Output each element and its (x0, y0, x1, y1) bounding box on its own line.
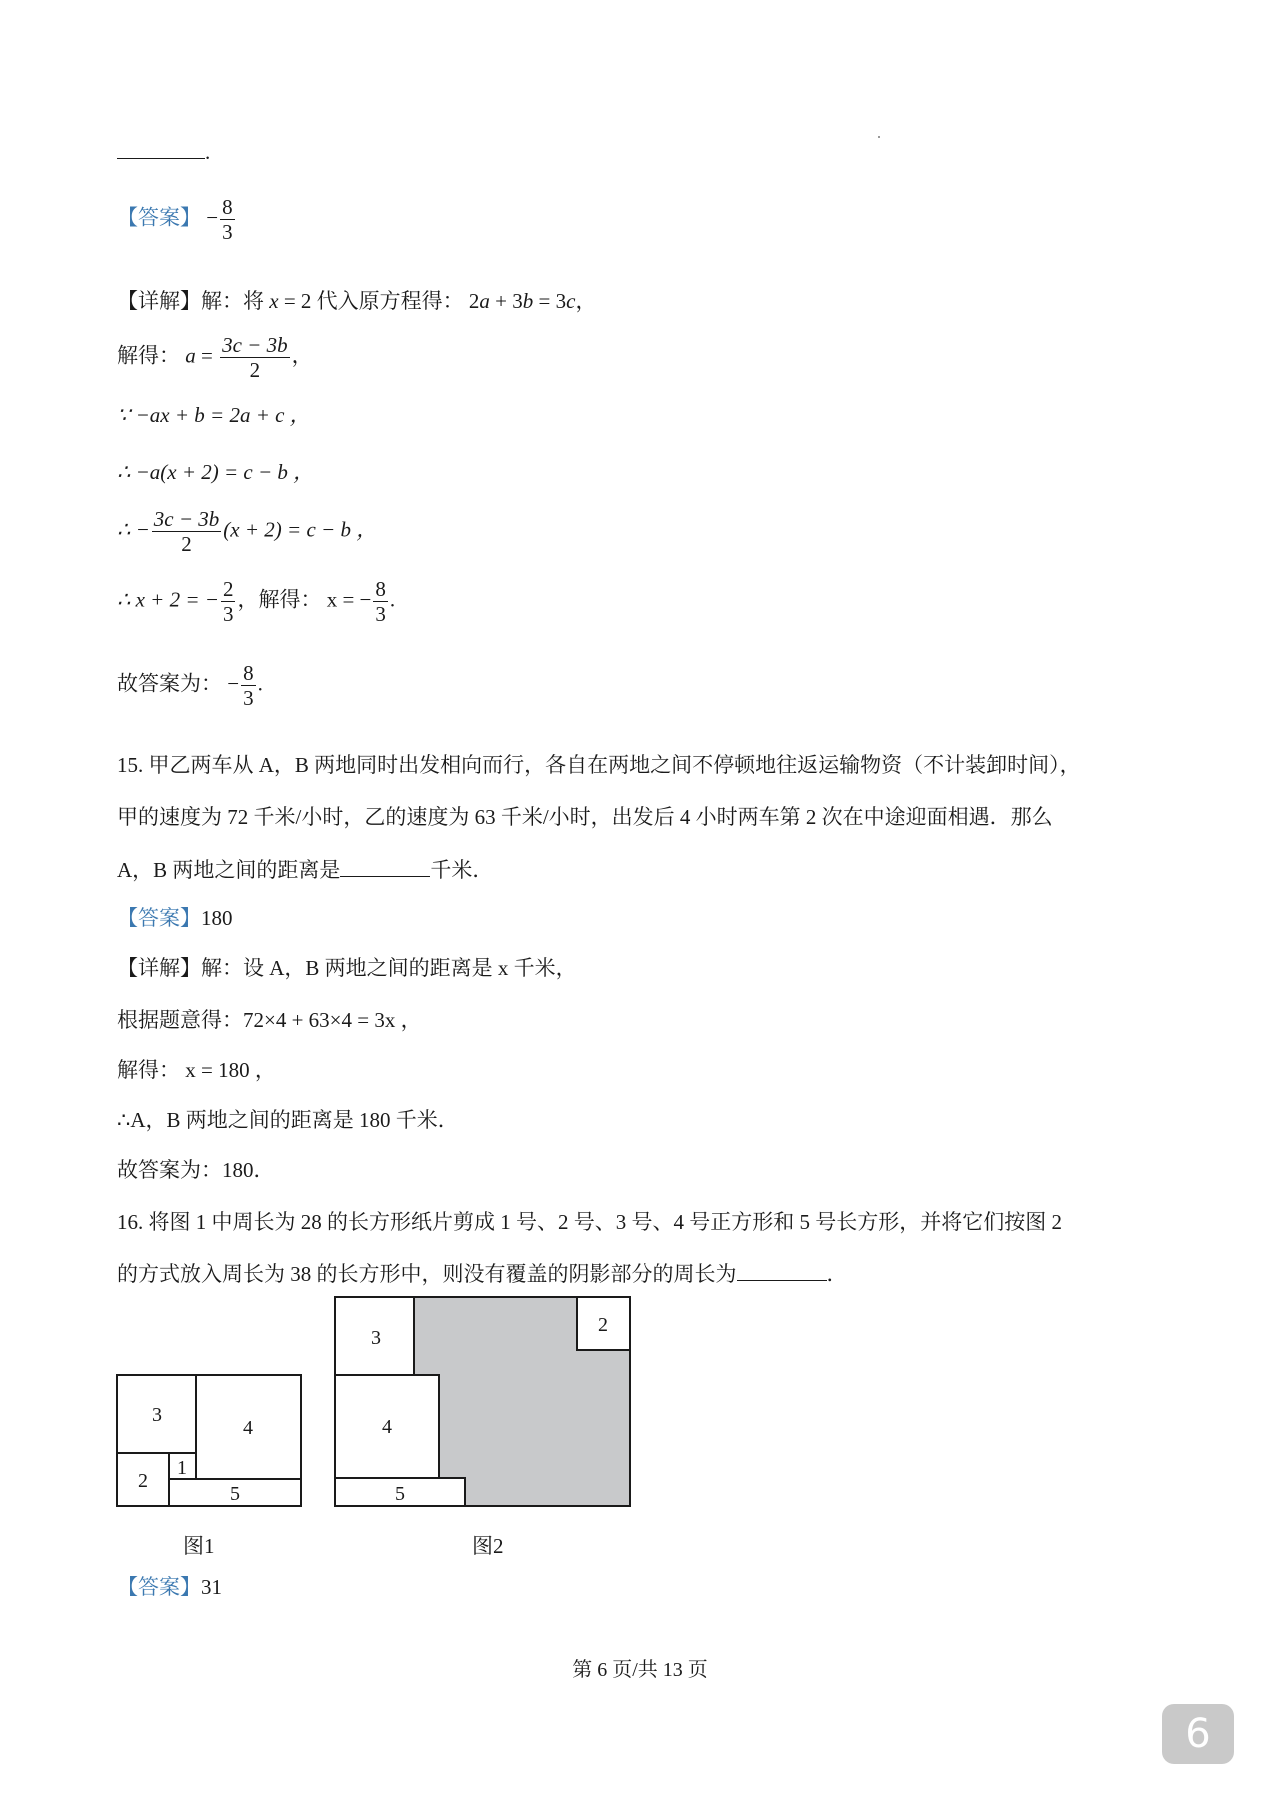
text: 解：设 A，B 两地之间的距离是 x 千米， (201, 956, 577, 980)
numerator: 2 (222, 577, 234, 601)
text: = 2 代入原方程得： (278, 289, 464, 313)
text: = 3 (533, 289, 567, 313)
text: 千米． (430, 858, 494, 882)
answer-tag: 【答案】 (117, 1575, 201, 1599)
detail-tag: 【详解】 (117, 289, 201, 313)
q15-detail-3: 解得： x = 180 ， (117, 1058, 276, 1082)
text: . (257, 671, 263, 696)
text: (x + 2) = c − b ， (223, 517, 378, 542)
fig2-label-5: 5 (395, 1483, 405, 1505)
q15-detail-4: ∴A，B 两地之间的距离是 180 千米． (117, 1108, 459, 1132)
denominator: 3 (222, 602, 234, 627)
numerator: 8 (222, 195, 233, 219)
text: ． (826, 1262, 848, 1286)
answer-value: 31 (201, 1575, 222, 1599)
text: ∴ − (117, 517, 150, 542)
q15-detail-2: 根据题意得：72×4 + 63×4 = 3x ， (117, 1008, 422, 1032)
fig1-label-1: 1 (177, 1457, 187, 1479)
q14-detail-line3: ∵ −ax + b = 2a + c ， (117, 403, 311, 427)
fig2-label-2: 2 (598, 1314, 608, 1336)
answer-tag: 【答案】 (117, 906, 201, 930)
period: . (205, 140, 211, 164)
text: 故答案为： (117, 671, 222, 696)
numerator: 3c − 3b (222, 333, 288, 357)
var-b: b (522, 289, 534, 313)
var-x: x (269, 289, 279, 313)
var-c: c (566, 289, 576, 313)
q15-line2: 甲的速度为 72 千米/小时，乙的速度为 63 千米/小时，出发后 4 小时两车第 2 次在中途迎面相遇．那么 (117, 805, 1053, 829)
fig2-label-4: 4 (382, 1416, 392, 1438)
fig2-label-3: 3 (371, 1327, 381, 1349)
q15-line1: 15. 甲乙两车从 A，B 两地同时出发相向而行，各自在两地之间不停顿地往返运输物资（不计装卸时间）， (117, 753, 1081, 777)
numerator: 3c − 3b (153, 507, 220, 531)
numerator: 8 (243, 661, 254, 685)
coef: 2 (468, 289, 480, 313)
denominator: 3 (243, 686, 254, 711)
fig1-caption: 图1 (183, 1534, 215, 1558)
text: ， (291, 343, 313, 368)
fig1-label-3: 3 (152, 1404, 162, 1426)
fig2-caption: 图2 (472, 1534, 504, 1558)
text: 的方式放入周长为 38 的长方形中，则没有覆盖的阴影部分的周长为 (117, 1262, 737, 1286)
q14-detail-line4: ∴ −a(x + 2) = c − b ， (117, 460, 315, 484)
fig1-label-5: 5 (230, 1483, 240, 1505)
text: A，B 两地之间的距离是 (117, 858, 341, 882)
page-number-badge: 6 (1162, 1704, 1234, 1764)
denominator: 2 (181, 532, 192, 557)
var-a: a (479, 289, 490, 313)
answer-value: 180 (201, 906, 233, 930)
denominator: 2 (249, 358, 261, 383)
answer-tag: 【答案】 (117, 205, 201, 230)
q16-line1: 16. 将图 1 中周长为 28 的长方形纸片剪成 1 号、2 号、3 号、4 号正方形和 5 号长方形，并将它们按图 2 (117, 1210, 1062, 1234)
detail-tag: 【详解】 (117, 956, 201, 980)
text: 解：将 (201, 289, 264, 313)
text: . (389, 587, 396, 612)
text: ，解得： x = − (237, 587, 372, 612)
text: ∴ x + 2 = − (117, 587, 219, 612)
answer-sign: − (206, 205, 219, 230)
page-footer: 第 6 页/共 13 页 (572, 1659, 708, 1681)
denominator: 3 (375, 602, 386, 627)
var-a: a (185, 343, 196, 368)
sign: − (227, 671, 240, 696)
text: ， (575, 289, 597, 313)
q15-detail-5: 故答案为：180． (117, 1158, 275, 1182)
text: + 3 (489, 289, 523, 313)
fig1-label-2: 2 (138, 1470, 148, 1492)
text: 解得： (117, 343, 180, 368)
numerator: 8 (375, 577, 386, 601)
q16-answer (117, 1575, 222, 1599)
fig1-label-4: 4 (243, 1417, 253, 1439)
denominator: 3 (222, 220, 233, 245)
text: = (195, 343, 219, 368)
